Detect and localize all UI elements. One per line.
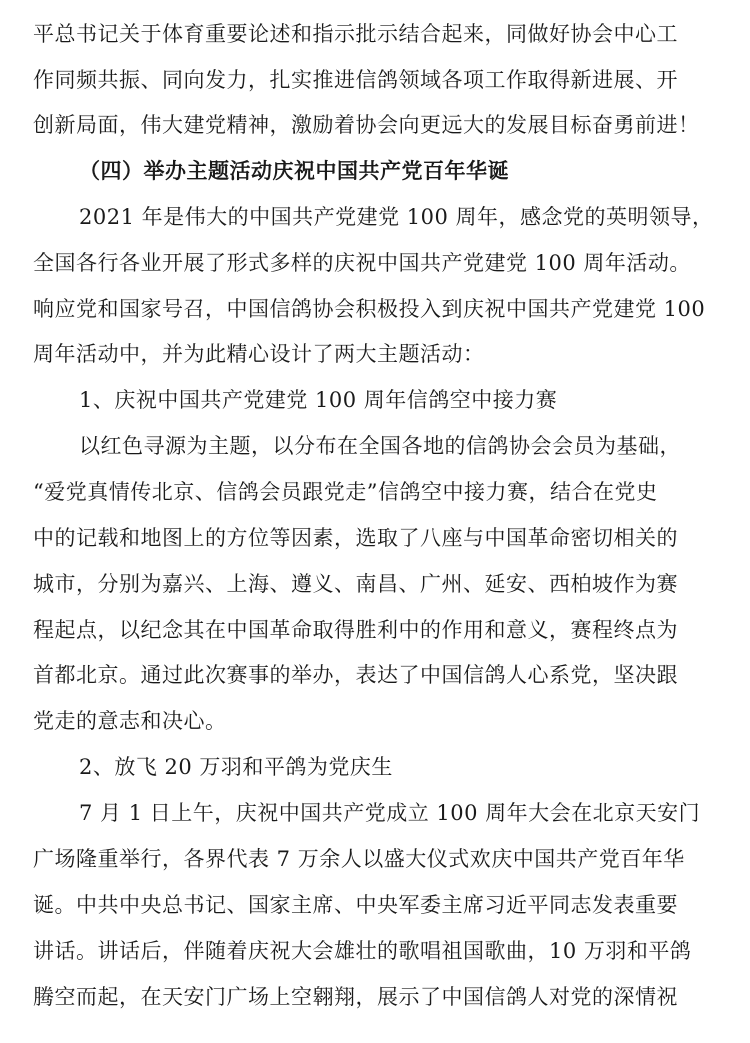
paragraph-line-12: 中的记载和地图上的方位等因素，选取了八座与中国革命密切相关的: [33, 526, 678, 550]
subheading-1: 1、庆祝中国共产党建党 100 周年信鸽空中接力赛: [79, 388, 558, 412]
paragraph-line-3: 创新局面，伟大建党精神，激励着协会向更远大的发展目标奋勇前进！: [33, 113, 700, 137]
paragraph-line-8: 周年活动中，并为此精心设计了两大主题活动：: [33, 342, 485, 366]
paragraph-line-1: 平总书记关于体育重要论述和指示批示结合起来，同做好协会中心工: [33, 22, 678, 46]
subheading-2: 2、放飞 20 万羽和平鸽为党庆生: [79, 755, 393, 779]
paragraph-line-10: 以红色寻源为主题，以分布在全国各地的信鸽协会会员为基础，: [79, 434, 681, 458]
paragraph-line-22: 腾空而起，在天安门广场上空翱翔，展示了中国信鸽人对党的深情祝: [33, 985, 678, 1009]
paragraph-line-5: 2021 年是伟大的中国共产党建党 100 周年，感念党的英明领导，: [79, 205, 714, 229]
paragraph-line-21: 讲话。讲话后，伴随着庆祝大会雄壮的歌唱祖国歌曲，10 万羽和平鸽: [33, 939, 692, 963]
paragraph-line-16: 党走的意志和决心。: [33, 709, 227, 733]
paragraph-line-7: 响应党和国家号召，中国信鸽协会积极投入到庆祝中国共产党建党 100: [33, 297, 706, 321]
paragraph-line-15: 首都北京。通过此次赛事的举办，表达了中国信鸽人心系党，坚决跟: [33, 663, 678, 687]
paragraph-line-11: “爱党真情传北京、信鸽会员跟党走”信鸽空中接力赛，结合在党史: [33, 480, 658, 504]
paragraph-line-20: 诞。中共中央总书记、国家主席、中央军委主席习近平同志发表重要: [33, 893, 678, 917]
paragraph-line-14: 程起点，以纪念其在中国革命取得胜利中的作用和意义，赛程终点为: [33, 618, 678, 642]
section-heading: （四）举办主题活动庆祝中国共产党百年华诞: [79, 158, 509, 183]
paragraph-line-18: 7 月 1 日上午，庆祝中国共产党成立 100 周年大会在北京天安门: [79, 801, 701, 825]
paragraph-line-13: 城市，分别为嘉兴、上海、遵义、南昌、广州、延安、西柏坡作为赛: [33, 572, 678, 596]
paragraph-line-6: 全国各行各业开展了形式多样的庆祝中国共产党建党 100 周年活动。: [33, 251, 691, 275]
paragraph-line-19: 广场隆重举行，各界代表 7 万余人以盛大仪式欢庆中国共产党百年华: [33, 847, 685, 871]
paragraph-line-2: 作同频共振、同向发力，扎实推进信鸽领域各项工作取得新进展、开: [33, 68, 678, 92]
